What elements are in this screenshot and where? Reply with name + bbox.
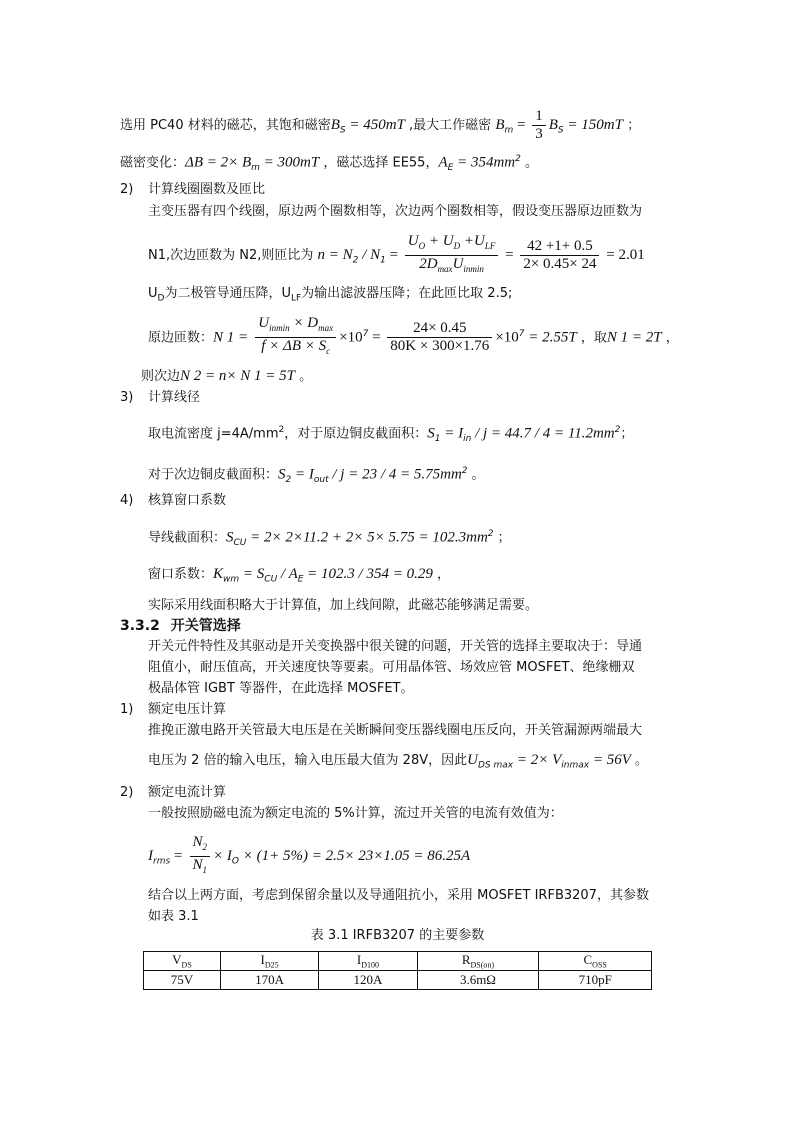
formula: ΔB = 2× B: [185, 154, 252, 171]
rated-current-heading: [120, 784, 227, 802]
symbol: A: [438, 154, 448, 171]
sec332-line1: 开关元件特性及其驱动是开关变换器中很关键的问题，开关管的选择主要取决于：导通: [148, 639, 643, 654]
subscript: S: [339, 125, 346, 136]
section-4-heading: [120, 492, 227, 510]
subscript: m: [251, 162, 260, 173]
section-2-line3: $U_D$为二极管导通压降，$U_{LF}$为输出滤波器压降；在此匝比取 2.5;: [148, 286, 513, 304]
section-2-line1: 主变压器有四个线圈，原边两个圈数相等，次边两个圈数相等，假设变压器原边匝数为: [148, 204, 643, 219]
table-header-row: [144, 952, 652, 971]
section-4-line1: 导线截面积：$S_{CU} = 2\times 2\times 11.2 + 2\times 5\times 5.75 = 102.3mm^2$ ；: [148, 529, 511, 548]
rated-voltage-line2: 电压为 2 倍的输入电压，输入电压最大值为 28V，因此$U_{DS max} = 2\times V_{inmax} = 56V$ 。: [148, 752, 649, 771]
fraction-turns-symbolic: $\frac{U_{inmin} \times D_{max}}{f \times \Delta B \times S_c}$: [255, 315, 336, 360]
header-cell: $I_{D25}$: [220, 952, 318, 971]
list-number: 1): [120, 702, 134, 717]
rated-current-line3: 如表 3.1: [148, 909, 199, 924]
text: 选用 PC40 材料的磁芯，其饱和磁密: [120, 118, 331, 133]
section-2-heading: [120, 181, 266, 199]
section-title: 计算线径: [148, 390, 201, 405]
section-title: 额定电流计算: [148, 785, 227, 800]
section-title: 计算线圈圈数及匝比: [148, 182, 266, 197]
fraction-turns-numeric: $\frac{24\times 0.45}{80K \times 300\times 1.76}$: [387, 320, 492, 355]
subsection-title: 开关管选择: [170, 618, 241, 634]
text: ；: [622, 118, 641, 133]
list-number: 4): [120, 493, 134, 508]
section-4-line2: 窗口系数：$K_{wm} = S_{CU} / A_E = 102.3 / 354 = 0.29$ ，: [148, 566, 450, 585]
fraction-ratio-symbolic: $\frac{U_O + U_D +U_{LF}}{2D_{max}U_{inmin}}$: [405, 233, 499, 278]
value-cell: 710pF: [539, 971, 652, 990]
subscript: m: [504, 125, 514, 136]
text: 原边匝数：: [148, 330, 214, 346]
header-cell: $I_{D100}$: [319, 952, 417, 971]
fraction-ratio-numeric: $\frac{42 +1+ 0.5}{2\times 0.45\times 24}$: [520, 238, 599, 273]
header-cell: $V_{DS}$: [144, 952, 221, 971]
subsection-number: 3.3.2: [120, 618, 160, 634]
list-number: 2): [120, 182, 134, 197]
symbol: B: [548, 117, 558, 133]
list-number: 2): [120, 785, 134, 800]
subscript: S: [557, 125, 564, 136]
parameter-table: [143, 951, 652, 990]
fraction-turns-ratio: $\frac{N_2}{N_1}$: [190, 834, 211, 879]
sec332-line2: 阻值小，耐压值高，开关速度快等要素。可用晶体管、场效应管 MOSFET、绝缘栅双: [148, 660, 635, 675]
symbol: B: [330, 117, 340, 133]
text: N1,次边匝数为 N2,则匝比为: [148, 248, 314, 263]
text: 磁密变化：: [120, 155, 186, 171]
rated-current-formula: $I_{rms}$ = $\frac{N_2}{N_1}$ × $I_O \times (1+ 5\%) = 2.5\times 23\times 1.05 = 86.25A$: [148, 834, 470, 882]
header-cell: $R_{DS(on)}$: [417, 952, 539, 971]
header-cell: $C_{OSS}$: [539, 952, 652, 971]
value-cell: 170A: [220, 971, 318, 990]
rated-voltage-heading: [120, 701, 227, 719]
value-cell: 120A: [319, 971, 417, 990]
value-cell: 3.6mΩ: [417, 971, 539, 990]
rated-voltage-line1: 推挽正激电路开关管最大电压是在关断瞬间变压器线圈电压反向，开关管漏源两端最大: [148, 723, 643, 738]
table-caption: 表 3.1 IRFB3207 的主要参数: [310, 928, 485, 943]
section-title: 额定电压计算: [148, 702, 227, 717]
text: 。: [520, 155, 538, 171]
fraction: $\frac{1}{3}$: [532, 108, 546, 143]
result: = 2.01: [602, 247, 645, 263]
text: ，磁芯选择 EE55，: [319, 155, 439, 171]
para-flux-change: [120, 150, 538, 177]
value: = 300mT: [259, 154, 320, 171]
section-3-heading: [120, 389, 201, 407]
list-number: 3): [120, 390, 134, 405]
text: ,最大工作磁密: [404, 118, 492, 133]
symbol: B: [495, 117, 505, 133]
value: = 450mT: [345, 117, 405, 133]
section-4-line3: 实际采用线面积略大于计算值，加上线间隙，此磁芯能够满足需要。: [148, 598, 539, 613]
rated-current-line1: 一般按照励磁电流为额定电流的 5%计算，流过开关管的电流有效值为：: [148, 806, 563, 821]
rated-current-line2: 结合以上两方面，考虑到保留余量以及导通阻抗小，采用 MOSFET IRFB3207，其参数: [148, 888, 649, 903]
value: = 150mT: [563, 117, 623, 133]
section-2-primary-turns: 原边匝数：N 1 = $\frac{U_{inmin} \times D_{max}}{f \times \Delta B \times S_c}$ $\times 10^7$ = $\frac{24\times 0.45}{80K \times 300\times 1.76}$ $\times 10^7 = 2.55T$ ，取N 1 = 2T ，: [148, 314, 679, 360]
section-3-line1: 取电流密度 $j=4A/mm^2$，对于原边铜皮截面积：$S_1 = I_{in} / j = 44.7 / 4 = 11.2mm^2$；: [148, 425, 634, 444]
subscript: E: [447, 162, 454, 173]
table-row: [144, 971, 652, 990]
sec332-line3: 极晶体管 IGBT 等器件，在此选择 MOSFET。: [148, 681, 414, 696]
para-magnetic-core: 选用 PC40 材料的磁芯，其饱和磁密$B_S = 450mT$ ,最大工作磁密 $B_m$ = $\frac{1}{3}$ $B_S = 150mT$ ；: [120, 108, 641, 142]
section-2-secondary-turns: 则次边N 2 = n× N 1 = 5T 。: [141, 368, 313, 384]
formula: n = N: [317, 247, 353, 263]
value-cell: 75V: [144, 971, 221, 990]
section-title: 核算窗口系数: [148, 493, 227, 508]
section-3-line2: 对于次边铜皮截面积：$S_2 = I_{out} / j = 23 / 4 = 5.75mm^2$ 。: [148, 466, 485, 485]
section-2-ratio-formula: N1,次边匝数为 N2,则匝比为 $n = N_2 / N_1$ = $\frac{U_O + U_D +U_{LF}}{2D_{max}U_{inmin}}$ = $\frac{42 +1+ 0.5}{2\times 0.45\times 24}$ = 2.01: [148, 233, 645, 279]
subsection-3-3-2-heading: [120, 617, 241, 635]
superscript: 2: [515, 154, 521, 164]
value: = 354mm: [453, 154, 516, 171]
